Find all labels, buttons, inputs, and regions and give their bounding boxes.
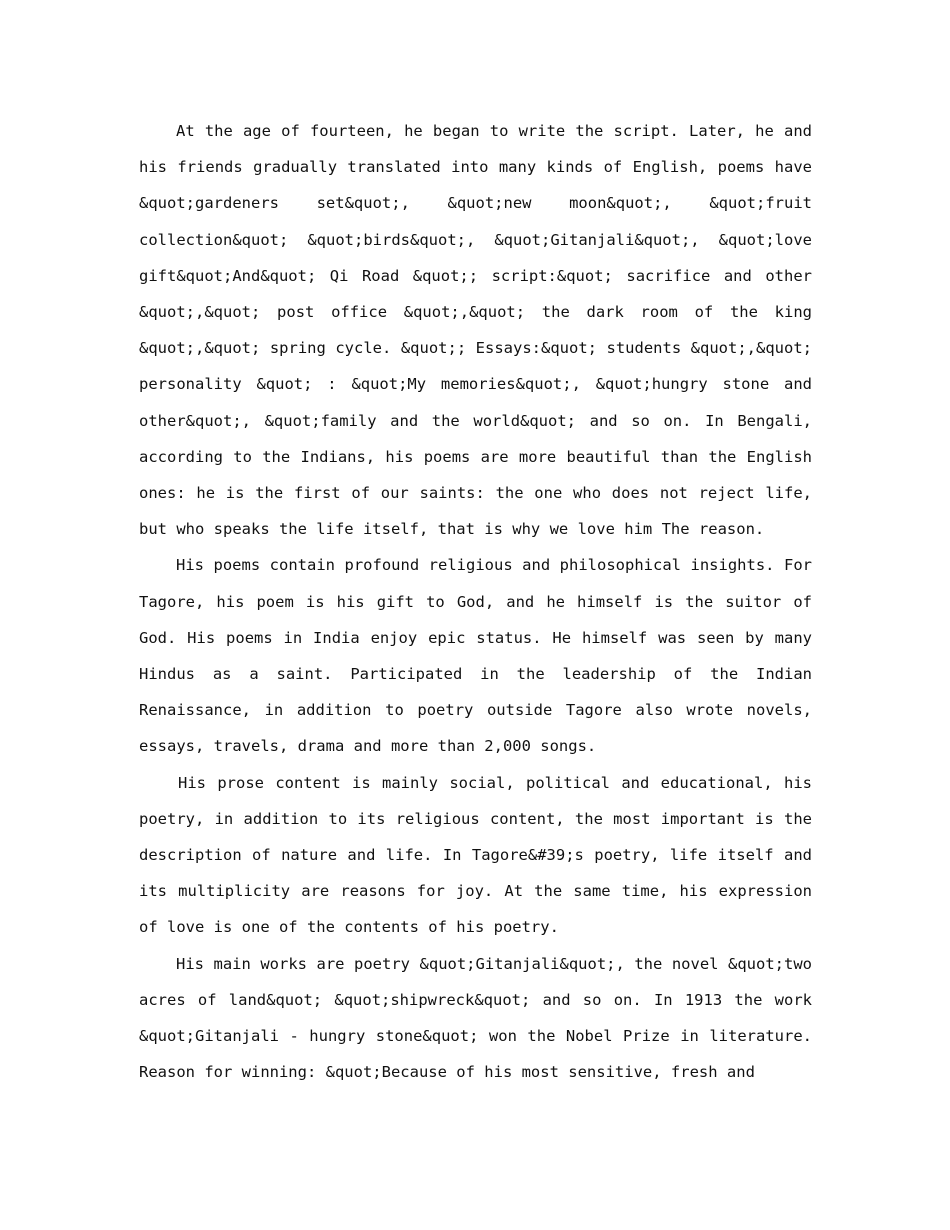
paragraph-religious-insights: His poems contain profound religious and philosophical insights. For Tagore, his poem is his gift to God, and he himself is the suitor of God. His poems in India enjoy epic status. He himself was seen by many Hindus as a saint. Participated in the leadership of the Indian Renaissance, in addition to poetry outside Tagore also wrote novels, essays, travels, drama and more than 2,000 songs. — [139, 556, 812, 756]
paragraph-main-works: His main works are poetry &quot;Gitanjali&quot;, the novel &quot;two acres of land&quot; &quot;shipwreck&quot; and so on. In 1913 the work &quot;Gitanjali - hungry stone&quot; won the Nobel Prize in literature. Reason for winning: &quot;Because of his most sensitive, fresh and — [139, 954, 812, 1082]
paragraph-prose-content: His prose content is mainly social, political and educational, his poetry, in addition to its religious content, the most important is the description of nature and life. In Tagore&#39;s poetry, life itself and its multiplicity are reasons for joy. At the same time, his expression of love is one of the contents of his poetry. — [139, 773, 812, 937]
paragraph-early-works: At the age of fourteen, he began to write the script. Later, he and his friends gradually translated into many kinds of English, poems have &quot;gardeners set&quot;, &quot;new moon&quot;, &quot;fruit collection&quot; &quot;birds&quot;, &quot;Gitanjali&quot;, &quot;love gift&quot;And&quot; Qi Road &quot;; script:&quot; sacrifice and other &quot;,&quot; post office &quot;,&quot; the dark room of the king &quot;,&quot; spring cycle. &quot;; Essays:&quot; students &quot;,&quot; personality &quot; : &quot;My memories&quot;, &quot;hungry stone and other&quot;, &quot;family and the world&quot; and so on. In Bengali, according to the Indians, his poems are more beautiful than the English ones: he is the first of our saints: the one who does not reject life, but who speaks the life itself, that is why we love him The reason. — [139, 122, 812, 539]
document-page — [139, 113, 812, 1090]
